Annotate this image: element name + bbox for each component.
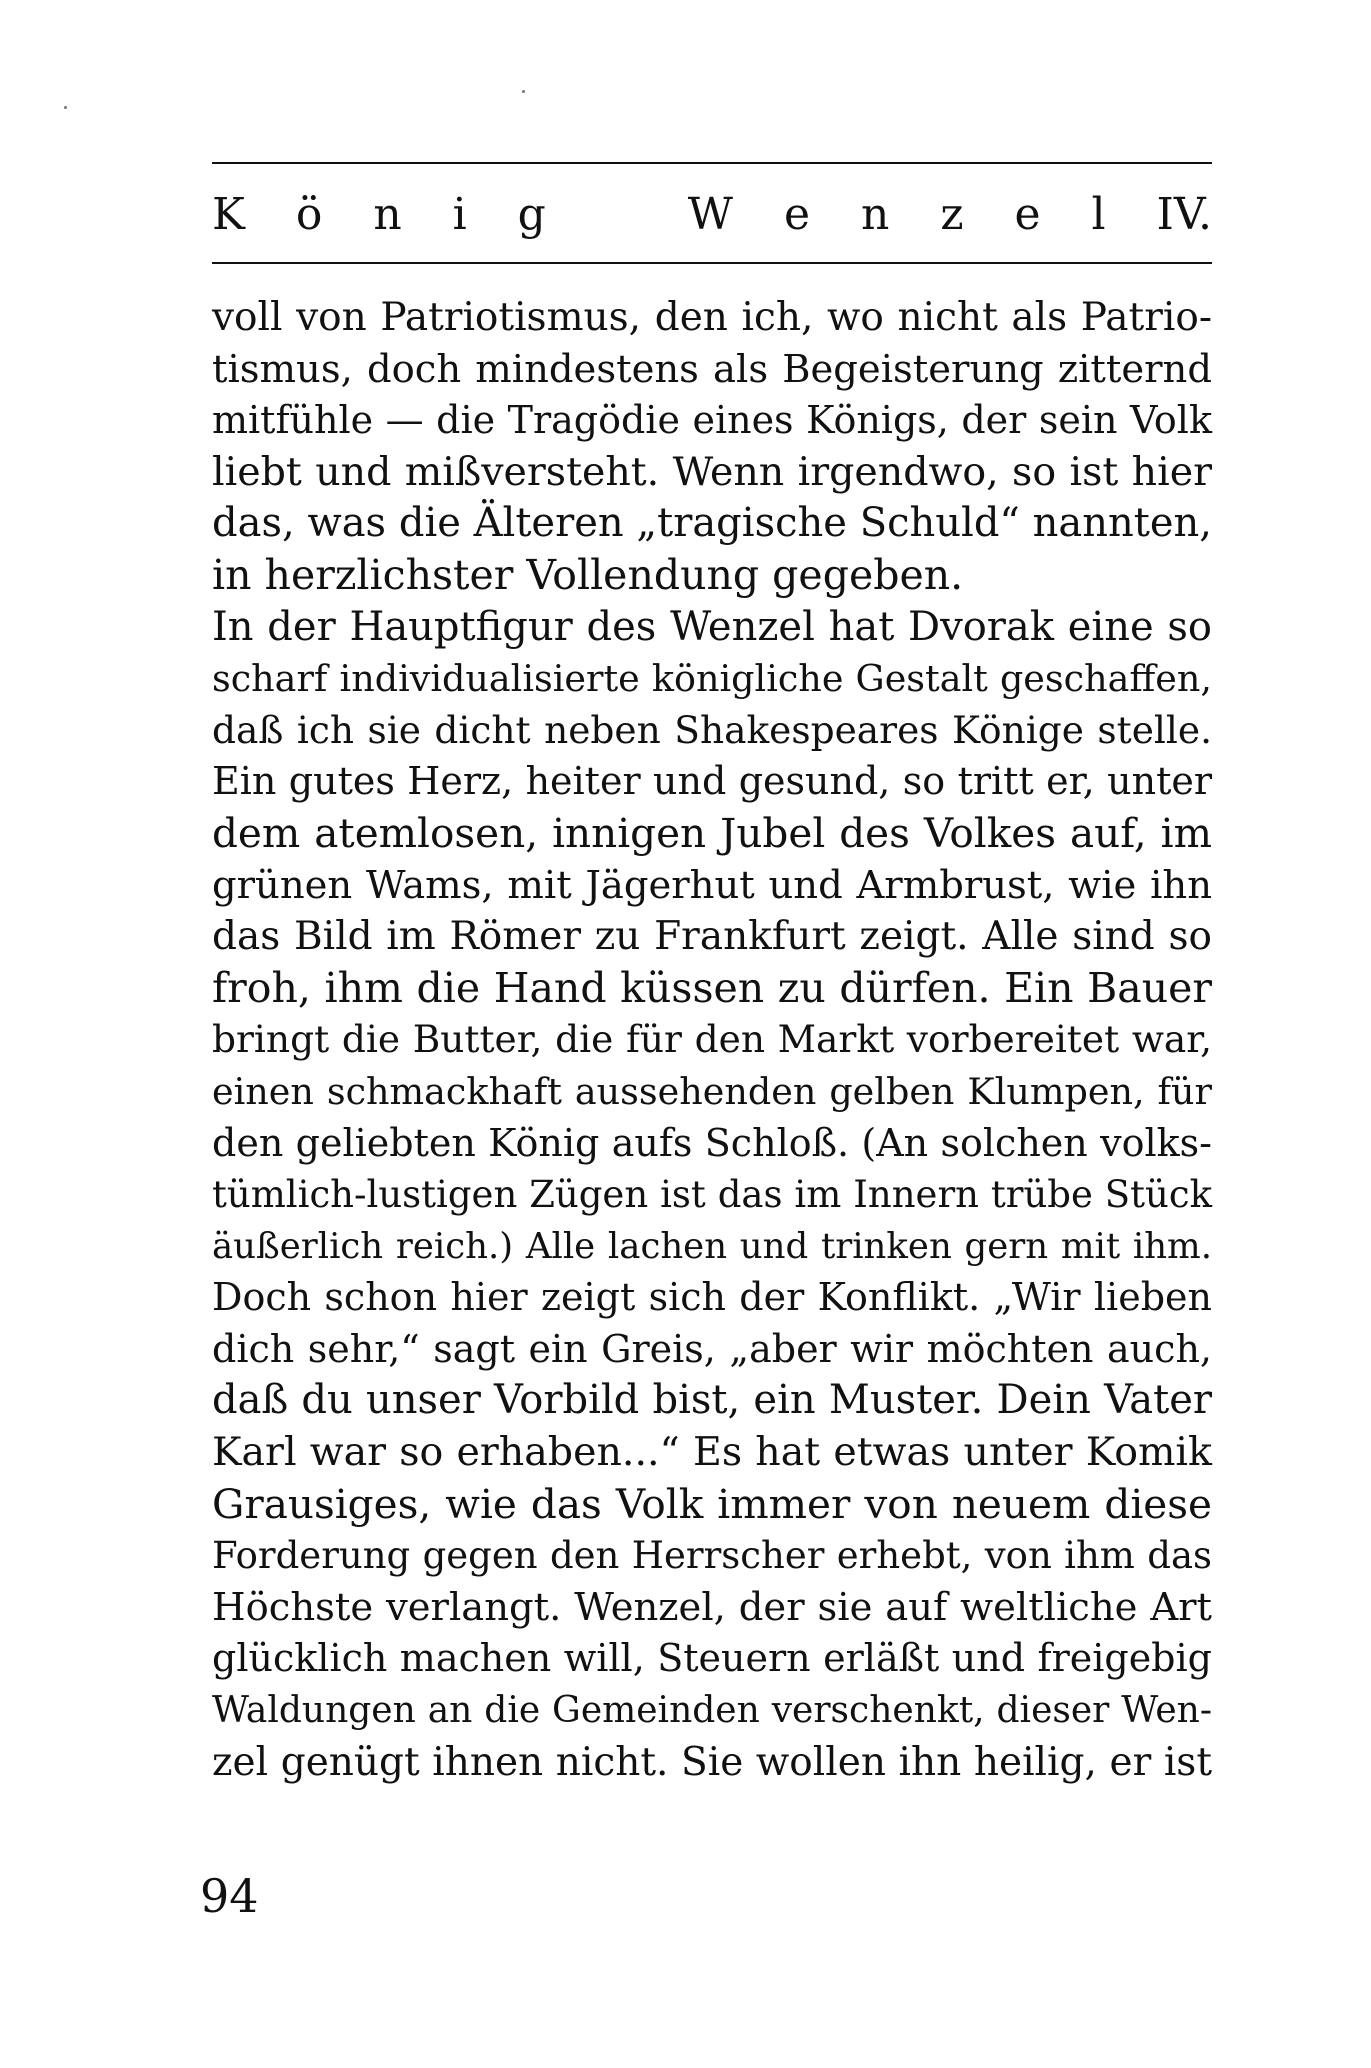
text-line: das, was die Älteren „tragische Schuld“ nannten,: [212, 500, 1212, 547]
running-head-letter: l: [1091, 188, 1106, 240]
text-line: Doch schon hier zeigt sich der Konflikt. „Wir lieben: [212, 1275, 1212, 1320]
text-line: Grausiges, wie das Volk immer von neuem diese: [212, 1479, 1212, 1528]
text-line: dich sehr,“ sagt ein Greis, „aber wir möchten auch,: [212, 1326, 1212, 1371]
page-number: 94: [200, 1869, 259, 1923]
running-head-letter: ö: [295, 188, 323, 240]
text-line: daß ich sie dicht neben Shakespeares Könige stelle.: [212, 707, 1212, 752]
text-line: daß du unser Vorbild bist, ein Muster. Dein Vater: [212, 1377, 1212, 1424]
running-head-letter: e: [783, 188, 811, 240]
header-rule-bottom: [212, 262, 1212, 264]
text-line: voll von Patriotismus, den ich, wo nicht als Patrio-: [212, 295, 1212, 340]
paper-speck: [522, 90, 525, 93]
body-text: [212, 292, 1212, 1788]
text-line: bringt die Butter, die für den Markt vorbereitet war,: [212, 1017, 1212, 1062]
text-line: äußerlich reich.) Alle lachen und trinken gern mit ihm.: [212, 1225, 1212, 1267]
running-head-letter: W: [687, 188, 734, 240]
text-line: Höchste verlangt. Wenzel, der sie auf weltliche Art: [212, 1584, 1212, 1630]
text-line: In der Hauptfigur des Wenzel hat Dvorak eine so: [212, 603, 1212, 650]
running-head-letter: g: [517, 188, 546, 240]
text-line: Waldungen an die Gemeinden verschenkt, dieser Wen-: [212, 1690, 1212, 1732]
running-head-roman-numeral: IV.: [1156, 188, 1212, 240]
paper-speck: [64, 106, 67, 109]
text-line: tümlich-lustigen Zügen ist das im Innern trübe Stück: [212, 1173, 1212, 1217]
text-line: froh, ihm die Hand küssen zu dürfen. Ein Bauer: [212, 963, 1212, 1012]
text-line: Forderung gegen den Herrscher erhebt, von ihm das: [212, 1534, 1212, 1578]
text-line: zel genügt ihnen nicht. Sie wollen ihn heilig, er ist: [212, 1739, 1212, 1785]
header-rule-top: [212, 162, 1212, 164]
running-head: [212, 182, 1212, 246]
text-line: Karl war so erhaben...“ Es hat etwas unter Komik: [212, 1429, 1212, 1476]
running-head-letter: e: [1014, 188, 1041, 240]
running-head-letter: n: [373, 188, 402, 240]
text-line: in herzlichster Vollendung gegeben.: [212, 550, 964, 599]
text-line: glücklich machen will, Steuern erläßt und freigebig: [212, 1636, 1212, 1681]
text-line: den geliebten König aufs Schloß. (An solchen volks-: [212, 1120, 1212, 1165]
text-line: grünen Wams, mit Jägerhut und Armbrust, wie ihn: [212, 862, 1212, 908]
text-line: dem atemlosen, innigen Jubel des Volkes auf, im: [212, 808, 1212, 857]
text-line: Ein gutes Herz, heiter und gesund, so tritt er, unter: [212, 759, 1212, 804]
text-line: mitfühle — die Tragödie eines Königs, der sein Volk: [212, 398, 1212, 443]
running-head-letter: K: [212, 188, 245, 240]
running-head-letter: z: [940, 188, 964, 240]
text-line: einen schmackhaft aussehenden gelben Klumpen, für: [212, 1069, 1212, 1113]
running-head-letter: i: [452, 188, 467, 240]
text-line: das Bild im Römer zu Frankfurt zeigt. Alle sind so: [212, 914, 1212, 960]
text-line: scharf individualisierte königliche Gestalt geschaffen,: [212, 657, 1212, 701]
text-line: tismus, doch mindestens als Begeisterung zitternd: [212, 346, 1212, 392]
running-head-letter: n: [861, 188, 890, 240]
text-line: liebt und mißversteht. Wenn irgendwo, so ist hier: [212, 448, 1212, 495]
